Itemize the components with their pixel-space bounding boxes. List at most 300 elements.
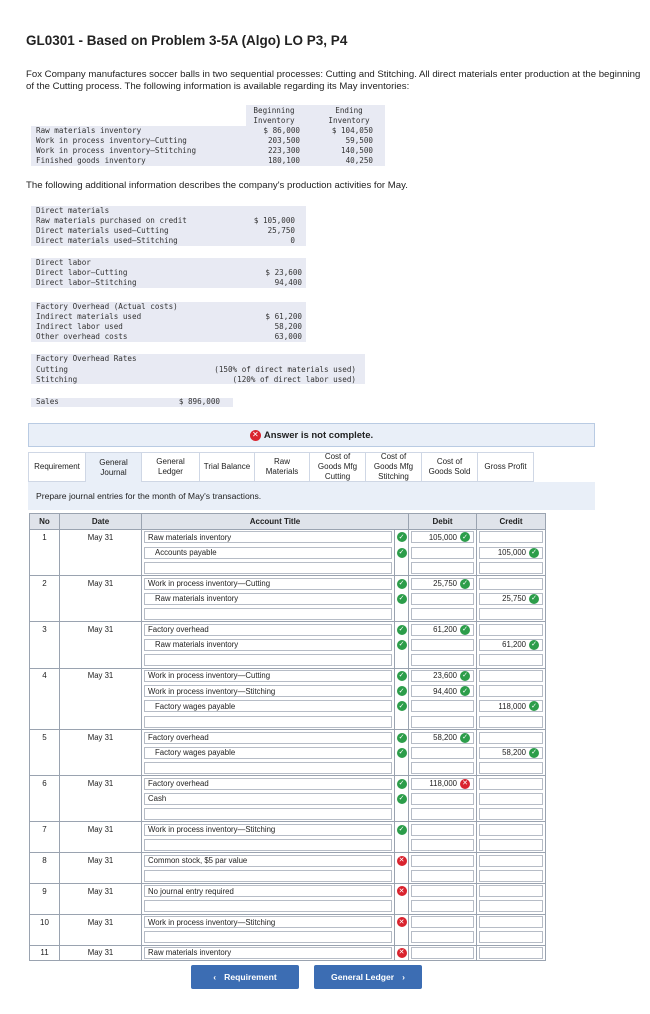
entry-date[interactable]: May 31 (87, 917, 114, 927)
prev-requirement-button[interactable] (191, 965, 299, 989)
entry-no-cell (30, 899, 60, 914)
credit-input[interactable] (479, 593, 543, 605)
debit-cell (409, 868, 477, 883)
entry-no-cell (30, 837, 60, 852)
debit-cell (409, 622, 477, 637)
credit-input[interactable] (479, 762, 543, 774)
credit-input[interactable] (479, 608, 543, 620)
check-icon: ✓ (460, 686, 470, 696)
account-cell (142, 668, 395, 683)
account-cell (142, 576, 395, 591)
account-title-select[interactable] (144, 900, 392, 912)
account-title-select[interactable]: Factory wages payable (144, 700, 392, 712)
credit-input[interactable] (479, 639, 543, 651)
account-status (395, 856, 408, 866)
entry-date[interactable]: May 31 (87, 671, 114, 681)
account-status-cell (395, 683, 409, 698)
error-icon: ✕ (397, 886, 407, 896)
sales-label: Sales (36, 397, 59, 406)
inventory-row-label: Work in process inventory—Cutting (36, 136, 187, 145)
debit-cell (409, 914, 477, 929)
inventory-beginning-value: 223,300 (267, 146, 300, 155)
entry-no-cell (30, 653, 60, 668)
account-title-select[interactable] (144, 562, 392, 574)
account-title-select[interactable] (144, 808, 392, 820)
account-cell (142, 699, 395, 714)
credit-input[interactable] (479, 700, 543, 712)
direct-material-row-value: 0 (290, 236, 295, 245)
account-title-select[interactable]: Factory overhead (144, 624, 392, 636)
account-cell (142, 606, 395, 621)
account-title-select[interactable]: Raw materials inventory (144, 947, 392, 959)
account-title-select[interactable]: Accounts payable (144, 547, 392, 559)
account-status (395, 779, 408, 789)
check-icon: ✓ (397, 733, 407, 743)
table-row (30, 837, 546, 852)
account-title-select[interactable] (144, 870, 392, 882)
tab-trial-balance[interactable]: Trial Balance (200, 452, 255, 482)
debit-cell (409, 807, 477, 822)
debit-input[interactable] (411, 900, 474, 912)
check-icon: ✓ (529, 640, 539, 650)
debit-input[interactable] (411, 685, 474, 697)
direct-labor-row-value: 94,400 (274, 278, 302, 287)
entry-no-cell (30, 853, 60, 868)
account-status (395, 686, 408, 696)
table-row (30, 668, 546, 683)
account-title-select[interactable] (144, 654, 392, 666)
account-status-cell (395, 945, 409, 960)
account-title-select[interactable]: Common stock, $5 par value (144, 855, 392, 867)
account-cell (142, 853, 395, 868)
account-status (395, 886, 408, 896)
debit-input[interactable] (411, 716, 474, 728)
inventory-ending-value: $ 104,050 (331, 126, 373, 135)
table-row (30, 868, 546, 883)
entry-date-cell (60, 745, 142, 760)
debit-input[interactable] (411, 885, 474, 897)
account-status (395, 640, 408, 650)
debit-input[interactable] (411, 870, 474, 882)
debit-input[interactable] (411, 855, 474, 867)
debit-input[interactable] (411, 839, 474, 851)
credit-value: 61,200 (502, 640, 526, 650)
entry-number: 9 (42, 886, 47, 896)
col-beginning-header: Beginning Inventory (253, 106, 295, 125)
debit-cell (409, 576, 477, 591)
debit-input[interactable] (411, 747, 474, 759)
account-title-select[interactable]: Raw materials inventory (144, 531, 392, 543)
credit-input[interactable] (479, 685, 543, 697)
problem-intro: Fox Company manufactures soccer balls in two sequential processes: Cutting and Stitching. All direct materials enter production at the beginning of the Cutting process. The following information is available regarding its May inventories: (26, 69, 641, 92)
table-row (30, 560, 546, 575)
account-status-cell (395, 606, 409, 621)
check-icon: ✓ (397, 748, 407, 758)
factory-overhead-row-value: 58,200 (274, 322, 302, 331)
account-title-select[interactable]: Work in process inventory—Cutting (144, 670, 392, 682)
inventory-beginning-value: 180,100 (267, 156, 300, 165)
credit-cell (477, 714, 546, 729)
debit-input[interactable] (411, 824, 474, 836)
debit-input[interactable] (411, 947, 474, 959)
debit-cell (409, 791, 477, 806)
debit-input[interactable] (411, 670, 474, 682)
account-status (395, 748, 408, 758)
credit-cell (477, 776, 546, 791)
entry-date[interactable]: May 31 (87, 532, 114, 542)
debit-input[interactable] (411, 562, 474, 574)
account-cell (142, 745, 395, 760)
account-status (395, 948, 408, 958)
credit-cell (477, 591, 546, 606)
entry-date-cell (60, 622, 142, 637)
error-icon: ✕ (397, 917, 407, 927)
table-row (30, 776, 546, 791)
entry-no-cell (30, 945, 60, 960)
credit-input[interactable] (479, 778, 543, 790)
debit-value: 105,000 (428, 532, 457, 542)
debit-cell (409, 899, 477, 914)
tab-requirement[interactable]: Requirement (28, 452, 86, 482)
account-status-cell (395, 576, 409, 591)
account-title-select[interactable]: Raw materials inventory (144, 639, 392, 651)
account-cell (142, 683, 395, 698)
debit-input[interactable] (411, 578, 474, 590)
entry-date[interactable]: May 31 (87, 948, 114, 958)
account-status (395, 671, 408, 681)
credit-cell (477, 837, 546, 852)
debit-cell (409, 699, 477, 714)
credit-input[interactable] (479, 808, 543, 820)
overhead-rates-heading: Factory Overhead Rates (36, 354, 137, 363)
error-icon: ✕ (460, 779, 470, 789)
check-icon: ✓ (397, 625, 407, 635)
entry-date[interactable]: May 31 (87, 779, 114, 789)
tab-bar (28, 452, 595, 482)
debit-cell (409, 560, 477, 575)
debit-cell (409, 530, 477, 545)
tab-gross-profit[interactable]: Gross Profit (478, 452, 534, 482)
credit-input[interactable] (479, 870, 543, 882)
tab-raw-materials[interactable]: Raw Materials (255, 452, 310, 482)
entry-no-cell (30, 760, 60, 775)
inventory-ending-value: 40,250 (345, 156, 373, 165)
overhead-rate-row-label: Stitching (36, 375, 78, 384)
table-row (30, 807, 546, 822)
entry-number: 5 (42, 733, 47, 743)
account-status-cell (395, 668, 409, 683)
additional-info-text: The following additional information describes the company's production activities for May. (26, 180, 408, 191)
credit-input[interactable] (479, 855, 543, 867)
debit-cell (409, 930, 477, 945)
account-status-cell (395, 914, 409, 929)
entry-date-cell (60, 683, 142, 698)
credit-input[interactable] (479, 547, 543, 559)
account-status-cell (395, 837, 409, 852)
entry-no-cell (30, 683, 60, 698)
credit-input[interactable] (479, 562, 543, 574)
credit-cell (477, 530, 546, 545)
debit-input[interactable] (411, 624, 474, 636)
entry-date-cell (60, 930, 142, 945)
debit-input[interactable] (411, 593, 474, 605)
account-cell (142, 791, 395, 806)
account-status (395, 548, 408, 558)
debit-value: 118,000 (429, 779, 457, 789)
factory-overhead-row-label: Indirect labor used (36, 322, 123, 331)
account-title-select[interactable]: Work in process inventory—Stitching (144, 916, 392, 928)
credit-input[interactable] (479, 885, 543, 897)
credit-cell (477, 853, 546, 868)
debit-cell (409, 883, 477, 898)
debit-input[interactable] (411, 808, 474, 820)
account-status-cell (395, 791, 409, 806)
next-button-label: General Ledger (331, 972, 395, 982)
credit-cell (477, 807, 546, 822)
credit-cell (477, 945, 546, 960)
credit-input[interactable] (479, 747, 543, 759)
credit-cell (477, 745, 546, 760)
sales-value: $ 896,000 (178, 397, 220, 406)
table-row (30, 914, 546, 929)
debit-input[interactable] (411, 732, 474, 744)
entry-date-cell (60, 591, 142, 606)
entry-no-cell (30, 530, 60, 545)
entry-no-cell (30, 930, 60, 945)
page-title: GL0301 - Based on Problem 3-5A (Algo) LO P3, P4 (26, 33, 348, 48)
credit-input[interactable] (479, 578, 543, 590)
entry-date-cell (60, 914, 142, 929)
account-cell (142, 930, 395, 945)
journal-table (29, 513, 546, 961)
table-row (30, 576, 546, 591)
credit-cell (477, 730, 546, 745)
debit-cell (409, 606, 477, 621)
credit-input[interactable] (479, 824, 543, 836)
account-status-cell (395, 868, 409, 883)
account-status-cell (395, 545, 409, 560)
entry-date-cell (60, 653, 142, 668)
entry-number: 3 (42, 625, 47, 635)
debit-value: 61,200 (433, 625, 457, 635)
credit-input[interactable] (479, 670, 543, 682)
credit-input[interactable] (479, 654, 543, 666)
account-cell (142, 714, 395, 729)
account-title-select[interactable]: Factory overhead (144, 732, 392, 744)
entry-date-cell (60, 714, 142, 729)
next-general-ledger-button[interactable] (314, 965, 422, 989)
entry-no-cell (30, 545, 60, 560)
inventory-ending-value: 140,500 (340, 146, 373, 155)
inventory-row-label: Raw materials inventory (36, 126, 142, 135)
debit-input[interactable] (411, 654, 474, 666)
debit-value: 94,400 (433, 686, 457, 696)
table-header-row (30, 514, 546, 530)
account-status-cell (395, 853, 409, 868)
entry-date[interactable]: May 31 (87, 856, 114, 866)
inventory-ending-value: 59,500 (345, 136, 373, 145)
header-account: Account Title (142, 514, 409, 530)
entry-date[interactable]: May 31 (87, 579, 114, 589)
debit-input[interactable] (411, 531, 474, 543)
debit-value: 58,200 (433, 733, 457, 743)
debit-input[interactable] (411, 639, 474, 651)
table-row (30, 637, 546, 652)
account-status-cell (395, 699, 409, 714)
overhead-rate-row-value: (150% of direct materials used) (214, 365, 356, 374)
credit-input[interactable] (479, 793, 543, 805)
credit-cell (477, 883, 546, 898)
account-title-select[interactable]: Work in process inventory—Stitching (144, 685, 392, 697)
entry-no-cell (30, 807, 60, 822)
table-row (30, 930, 546, 945)
inventory-beginning-value: 203,500 (267, 136, 300, 145)
credit-input[interactable] (479, 947, 543, 959)
entry-date[interactable]: May 31 (87, 886, 114, 896)
account-cell (142, 883, 395, 898)
account-cell (142, 776, 395, 791)
account-cell (142, 530, 395, 545)
account-status-cell (395, 883, 409, 898)
entry-date-cell (60, 837, 142, 852)
account-title-select[interactable]: Factory wages payable (144, 747, 392, 759)
entry-no-cell (30, 868, 60, 883)
factory-overhead-heading: Factory Overhead (Actual costs) (36, 302, 178, 311)
credit-input[interactable] (479, 931, 543, 943)
entry-date[interactable]: May 31 (87, 825, 114, 835)
debit-input[interactable] (411, 762, 474, 774)
account-status-cell (395, 930, 409, 945)
account-status (395, 794, 408, 804)
account-cell (142, 591, 395, 606)
credit-cell (477, 683, 546, 698)
tab-cost-of-goods-mfg-cutting[interactable]: Cost of Goods Mfg Cutting (310, 452, 366, 482)
entry-date-cell (60, 791, 142, 806)
account-title-select[interactable] (144, 839, 392, 851)
account-title-select[interactable]: Factory overhead (144, 778, 392, 790)
credit-cell (477, 545, 546, 560)
account-title-select[interactable] (144, 608, 392, 620)
account-status (395, 579, 408, 589)
debit-input[interactable] (411, 700, 474, 712)
direct-labor-row-value: $ 23,600 (265, 268, 302, 277)
tab-general-journal[interactable]: General Journal (86, 452, 142, 482)
header-debit: Debit (409, 514, 477, 530)
table-row (30, 699, 546, 714)
credit-input[interactable] (479, 900, 543, 912)
account-title-select[interactable]: Work in process inventory—Stitching (144, 824, 392, 836)
account-title-select[interactable]: Cash (144, 793, 392, 805)
account-title-select[interactable]: Work in process inventory—Cutting (144, 578, 392, 590)
entry-no-cell (30, 883, 60, 898)
entry-no-cell (30, 668, 60, 683)
entry-no-cell (30, 560, 60, 575)
header-date: Date (60, 514, 142, 530)
inventory-row-label: Finished goods inventory (36, 156, 146, 165)
col-ending-header: Ending Inventory (328, 106, 370, 125)
factory-overhead-row-label: Other overhead costs (36, 332, 128, 341)
check-icon: ✓ (397, 686, 407, 696)
answer-status-banner (28, 423, 595, 447)
check-icon: ✓ (397, 671, 407, 681)
table-row (30, 545, 546, 560)
debit-cell (409, 591, 477, 606)
entry-date-cell (60, 776, 142, 791)
check-icon: ✓ (397, 594, 407, 604)
table-row (30, 683, 546, 698)
account-title-select[interactable] (144, 762, 392, 774)
credit-input[interactable] (479, 916, 543, 928)
tab-cost-of-goods-mfg-stitching[interactable]: Cost of Goods Mfg Stitching (366, 452, 422, 482)
check-icon: ✓ (397, 825, 407, 835)
account-status-cell (395, 560, 409, 575)
overhead-rate-row-label: Cutting (36, 365, 69, 374)
error-icon: ✕ (397, 948, 407, 958)
account-cell (142, 899, 395, 914)
entry-no-cell (30, 714, 60, 729)
entry-no-cell (30, 730, 60, 745)
debit-cell (409, 683, 477, 698)
debit-input[interactable] (411, 916, 474, 928)
account-status-cell (395, 745, 409, 760)
debit-input[interactable] (411, 778, 474, 790)
credit-input[interactable] (479, 839, 543, 851)
error-icon: ✕ (250, 430, 261, 441)
entry-no-cell (30, 637, 60, 652)
chevron-left-icon: ‹ (213, 972, 217, 982)
table-row (30, 822, 546, 837)
table-row (30, 945, 546, 960)
credit-input[interactable] (479, 531, 543, 543)
tab-general-ledger[interactable]: General Ledger (142, 452, 200, 482)
entry-no-cell (30, 822, 60, 837)
debit-cell (409, 637, 477, 652)
direct-materials-heading: Direct materials (36, 206, 110, 215)
table-row (30, 883, 546, 898)
entry-no-cell (30, 914, 60, 929)
entry-no-cell (30, 776, 60, 791)
credit-cell (477, 760, 546, 775)
table-row (30, 745, 546, 760)
credit-input[interactable] (479, 716, 543, 728)
debit-input[interactable] (411, 931, 474, 943)
debit-input[interactable] (411, 793, 474, 805)
account-title-select[interactable]: No journal entry required (144, 885, 392, 897)
credit-cell (477, 637, 546, 652)
check-icon: ✓ (397, 548, 407, 558)
account-cell (142, 653, 395, 668)
credit-input[interactable] (479, 732, 543, 744)
tab-cost-of-goods-sold[interactable]: Cost of Goods Sold (422, 452, 478, 482)
entry-date[interactable]: May 31 (87, 625, 114, 635)
debit-cell (409, 822, 477, 837)
entry-number: 4 (42, 671, 47, 681)
check-icon: ✓ (397, 532, 407, 542)
account-title-select[interactable] (144, 716, 392, 728)
account-status (395, 701, 408, 711)
debit-input[interactable] (411, 608, 474, 620)
debit-input[interactable] (411, 547, 474, 559)
debit-value: 25,750 (433, 579, 457, 589)
account-title-select[interactable]: Raw materials inventory (144, 593, 392, 605)
entry-no-cell (30, 745, 60, 760)
credit-input[interactable] (479, 624, 543, 636)
debit-cell (409, 745, 477, 760)
credit-cell (477, 560, 546, 575)
check-icon: ✓ (529, 594, 539, 604)
account-title-select[interactable] (144, 931, 392, 943)
entry-date[interactable]: May 31 (87, 733, 114, 743)
